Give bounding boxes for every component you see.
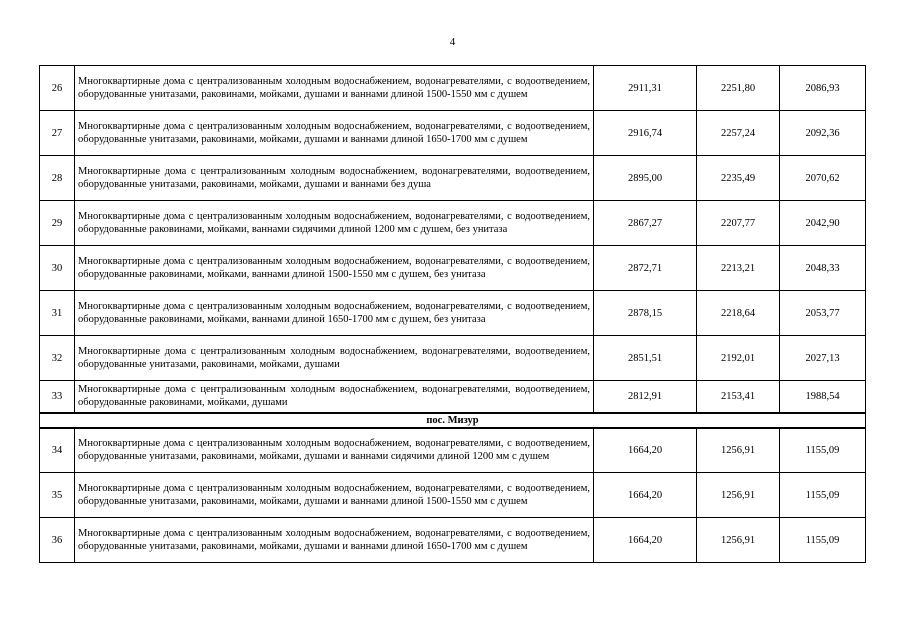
table-row bbox=[40, 201, 866, 246]
row-value-1-cell: 2812,91 bbox=[594, 381, 697, 413]
row-value-3-cell: 2070,62 bbox=[780, 156, 866, 201]
row-description-cell: Многоквартирные дома с централизованным холодным водоснабжением, водонагревателями, с водоотведением, оборудованные раковинами, мойками, ваннами длиной 1500-1550 мм с душем, без унитаза bbox=[75, 246, 594, 291]
table-body-before bbox=[40, 66, 866, 413]
row-description-cell: Многоквартирные дома с централизованным холодным водоснабжением, водонагревателями, с водоотведением, оборудованные раковинами, мойками, ваннами длиной 1650-1700 мм с душем, без унитаза bbox=[75, 291, 594, 336]
table-row bbox=[40, 66, 866, 111]
row-value-3-cell: 2053,77 bbox=[780, 291, 866, 336]
row-number-cell: 33 bbox=[40, 381, 75, 413]
row-number-cell: 31 bbox=[40, 291, 75, 336]
row-value-2-cell: 2257,24 bbox=[697, 111, 780, 156]
row-number-cell: 30 bbox=[40, 246, 75, 291]
row-description-cell: Многоквартирные дома с централизованным холодным водоснабжением, водонагревателями, с водоотведением, оборудованные унитазами, раковинами, мойками, душами и ваннами сидячими длиной 1200 мм с душем bbox=[75, 428, 594, 473]
row-description-cell: Многоквартирные дома с централизованным холодным водоснабжением, водонагревателями, с водоотведением, оборудованные унитазами, раковинами, мойками, душами и ваннами длиной 1500-1550 мм с душем bbox=[75, 66, 594, 111]
table-row bbox=[40, 291, 866, 336]
row-value-3-cell: 1155,09 bbox=[780, 428, 866, 473]
row-value-2-cell: 2207,77 bbox=[697, 201, 780, 246]
row-value-2-cell: 2218,64 bbox=[697, 291, 780, 336]
row-description-cell: Многоквартирные дома с централизованным холодным водоснабжением, водонагревателями, с водоотведением, оборудованные унитазами, раковинами, мойками, душами и ваннами длиной 1650-1700 мм с душем bbox=[75, 518, 594, 563]
row-number-cell: 32 bbox=[40, 336, 75, 381]
row-number-cell: 28 bbox=[40, 156, 75, 201]
row-value-1-cell: 2851,51 bbox=[594, 336, 697, 381]
row-value-3-cell: 2086,93 bbox=[780, 66, 866, 111]
row-value-1-cell: 2867,27 bbox=[594, 201, 697, 246]
row-number-cell: 36 bbox=[40, 518, 75, 563]
row-value-2-cell: 2235,49 bbox=[697, 156, 780, 201]
section-title: пос. Мизур bbox=[40, 413, 866, 428]
table-row bbox=[40, 428, 866, 473]
row-description-cell: Многоквартирные дома с централизованным холодным водоснабжением, водонагревателями, с водоотведением, оборудованные раковинами, мойками, ваннами сидячими длиной 1200 мм с душем, без унитаза bbox=[75, 201, 594, 246]
row-value-3-cell: 2042,90 bbox=[780, 201, 866, 246]
row-value-3-cell: 1155,09 bbox=[780, 518, 866, 563]
row-value-1-cell: 2878,15 bbox=[594, 291, 697, 336]
table-row bbox=[40, 518, 866, 563]
row-value-3-cell: 2027,13 bbox=[780, 336, 866, 381]
row-value-1-cell: 2916,74 bbox=[594, 111, 697, 156]
row-value-2-cell: 1256,91 bbox=[697, 473, 780, 518]
row-value-2-cell: 2192,01 bbox=[697, 336, 780, 381]
table-row bbox=[40, 473, 866, 518]
row-number-cell: 34 bbox=[40, 428, 75, 473]
row-value-2-cell: 2251,80 bbox=[697, 66, 780, 111]
row-value-1-cell: 1664,20 bbox=[594, 518, 697, 563]
row-description-cell: Многоквартирные дома с централизованным холодным водоснабжением, водонагревателями, водоотведением, оборудованные унитазами, раковинами, мойками, душами и ваннами без душа bbox=[75, 156, 594, 201]
table-section bbox=[40, 413, 866, 428]
table-row bbox=[40, 381, 866, 413]
row-value-3-cell: 2048,33 bbox=[780, 246, 866, 291]
row-number-cell: 26 bbox=[40, 66, 75, 111]
row-value-1-cell: 2895,00 bbox=[594, 156, 697, 201]
table-row bbox=[40, 111, 866, 156]
table-body-after bbox=[40, 428, 866, 563]
tariff-table bbox=[39, 65, 866, 563]
row-value-2-cell: 2213,21 bbox=[697, 246, 780, 291]
row-value-1-cell: 2872,71 bbox=[594, 246, 697, 291]
row-number-cell: 27 bbox=[40, 111, 75, 156]
row-value-1-cell: 2911,31 bbox=[594, 66, 697, 111]
row-value-2-cell: 1256,91 bbox=[697, 428, 780, 473]
row-description-cell: Многоквартирные дома с централизованным холодным водоснабжением, водонагревателями, с водоотведением, оборудованные унитазами, раковинами, мойками, душами и ваннами длиной 1650-1700 мм с душем bbox=[75, 111, 594, 156]
row-value-2-cell: 2153,41 bbox=[697, 381, 780, 413]
table-row bbox=[40, 336, 866, 381]
row-value-1-cell: 1664,20 bbox=[594, 473, 697, 518]
row-description-cell: Многоквартирные дома с централизованным холодным водоснабжением, водонагревателями, водоотведением, оборудованные раковинами, мойками, душами bbox=[75, 381, 594, 413]
row-description-cell: Многоквартирные дома с централизованным холодным водоснабжением, водонагревателями, с водоотведением, оборудованные унитазами, раковинами, мойками, душами и ваннами длиной 1500-1550 мм с душем bbox=[75, 473, 594, 518]
row-description-cell: Многоквартирные дома с централизованным холодным водоснабжением, водонагревателями, водоотведением, оборудованные унитазами, раковинами, мойками, душами bbox=[75, 336, 594, 381]
row-number-cell: 29 bbox=[40, 201, 75, 246]
row-number-cell: 35 bbox=[40, 473, 75, 518]
row-value-3-cell: 2092,36 bbox=[780, 111, 866, 156]
row-value-3-cell: 1155,09 bbox=[780, 473, 866, 518]
table-row bbox=[40, 246, 866, 291]
page-number: 4 bbox=[449, 36, 456, 48]
row-value-3-cell: 1988,54 bbox=[780, 381, 866, 413]
row-value-2-cell: 1256,91 bbox=[697, 518, 780, 563]
table-row bbox=[40, 156, 866, 201]
section-header-row bbox=[40, 413, 866, 428]
row-value-1-cell: 1664,20 bbox=[594, 428, 697, 473]
